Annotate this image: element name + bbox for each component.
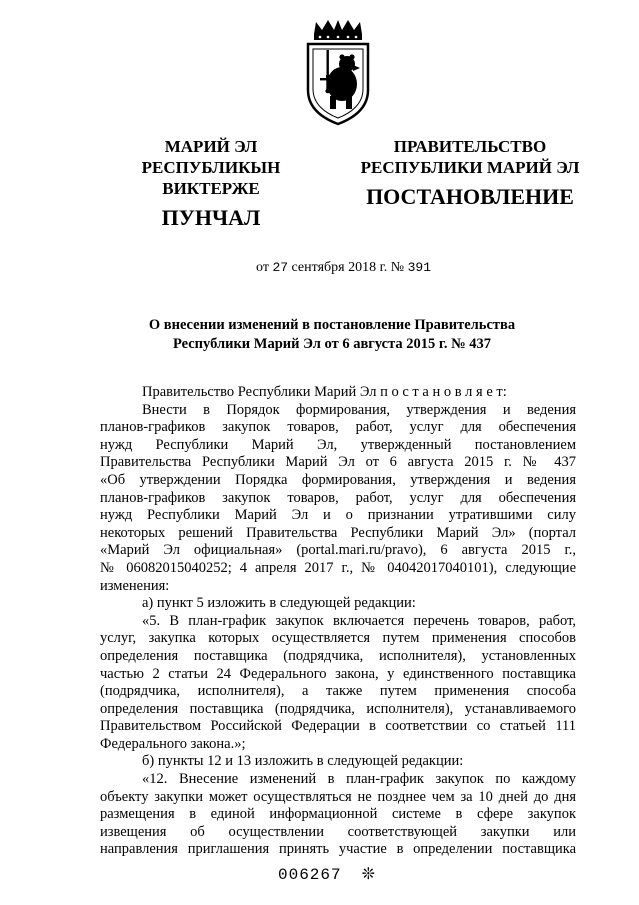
header-right-title: ПОСТАНОВЛЕНИЕ: [366, 184, 574, 209]
header-right-line2: РЕСПУБЛИКИ МАРИЙ ЭЛ: [360, 158, 580, 177]
document-subject: [80, 316, 584, 354]
body-line: «12. Внесение изменений в план-график закупок по каждому: [142, 771, 576, 788]
body-line: направления приглашения принять участие в определении поставщика: [100, 841, 576, 858]
ornament-mark: ❊: [361, 866, 376, 883]
body-line: нужд Республики Марий Эл, утвержденный постановлением: [100, 436, 576, 453]
form-footer: [278, 864, 375, 884]
header-left-line1: МАРИЙ ЭЛ РЕСПУБЛИКЫН: [141, 137, 281, 177]
body-line: размещения в единой информационной системе в сфере закупок: [100, 806, 576, 823]
body-line: (подрядчика, исполнителя), а также путем применения способа: [100, 683, 576, 700]
subject-line2: Республики Марий Эл от 6 августа 2015 г. № 437: [172, 336, 492, 352]
form-serial-number: 006267: [278, 866, 342, 884]
date-day: 27: [272, 260, 289, 275]
body-line: определения поставщика (подрядчика, исполнителя), устанавливаемого: [100, 700, 576, 717]
header-right-line1: ПРАВИТЕЛЬСТВО: [393, 137, 547, 156]
body-line: некоторых решений Правительства Республики Марий Эл» (портал: [100, 524, 576, 541]
header-left-line2: ВИКТЕРЖЕ: [162, 179, 260, 198]
body-line: Правительство Республики Марий Эл п о с т а н о в л я е т:: [142, 384, 507, 400]
body-line: а) пункт 5 изложить в следующей редакции:: [142, 595, 416, 612]
body-line: № 06082015040252; 4 апреля 2017 г., № 04042017040101), следующие: [100, 559, 576, 576]
body-line: «Об утверждении Порядка формирования, утверждения и ведения: [100, 471, 576, 488]
body-line: Внести в Порядок формирования, утверждения и ведения: [142, 401, 576, 418]
body-line: нужд Республики Марий Эл и о признании утратившими силу: [100, 507, 576, 524]
body-line: объекту закупки может осуществляться не позднее чем за 10 дней до дня: [100, 788, 576, 805]
body-line: Правительством Российской Федерации в соответствии со статьей 111: [100, 718, 576, 735]
date-month-year: сентября 2018 г. №: [291, 260, 405, 275]
document-body: [100, 384, 576, 859]
body-line: определения поставщика (подрядчика, исполнителя), установленных: [100, 647, 576, 664]
body-line: услуг, закупка которых осуществляется путем применения способов: [100, 630, 576, 647]
body-line: частью 2 статьи 24 Федерального закона, у единственного поставщика: [100, 665, 576, 682]
subject-line1: О внесении изменений в постановление Правительства: [148, 317, 516, 333]
header-right: [352, 136, 588, 210]
body-line: извещения об осуществлении соответствующей закупки или: [100, 823, 576, 840]
body-line: изменения:: [100, 577, 170, 594]
body-line: «Марий Эл официальная» (portal.mari.ru/pravo), 6 августа 2015 г.,: [100, 542, 576, 559]
document-date: [256, 260, 431, 276]
body-line: б) пункты 12 и 13 изложить в следующей редакции:: [142, 753, 464, 770]
header-left-title: ПУНЧАЛ: [161, 205, 261, 230]
header-left: [96, 136, 326, 231]
body-line: «5. В план-график закупок включается перечень товаров, работ,: [142, 612, 576, 629]
body-line: планов-графиков закупок товаров, работ, услуг для обеспечения: [100, 489, 576, 506]
document-number: 391: [407, 260, 431, 275]
body-line: планов-графиков закупок товаров, работ, услуг для обеспечения: [100, 419, 576, 436]
body-line: Федерального закона.»;: [100, 735, 246, 752]
coat-of-arms-emblem: [298, 20, 378, 126]
date-prefix: от: [256, 260, 269, 275]
body-line: Правительства Республики Марий Эл от 6 августа 2015 г. № 437: [100, 454, 576, 471]
